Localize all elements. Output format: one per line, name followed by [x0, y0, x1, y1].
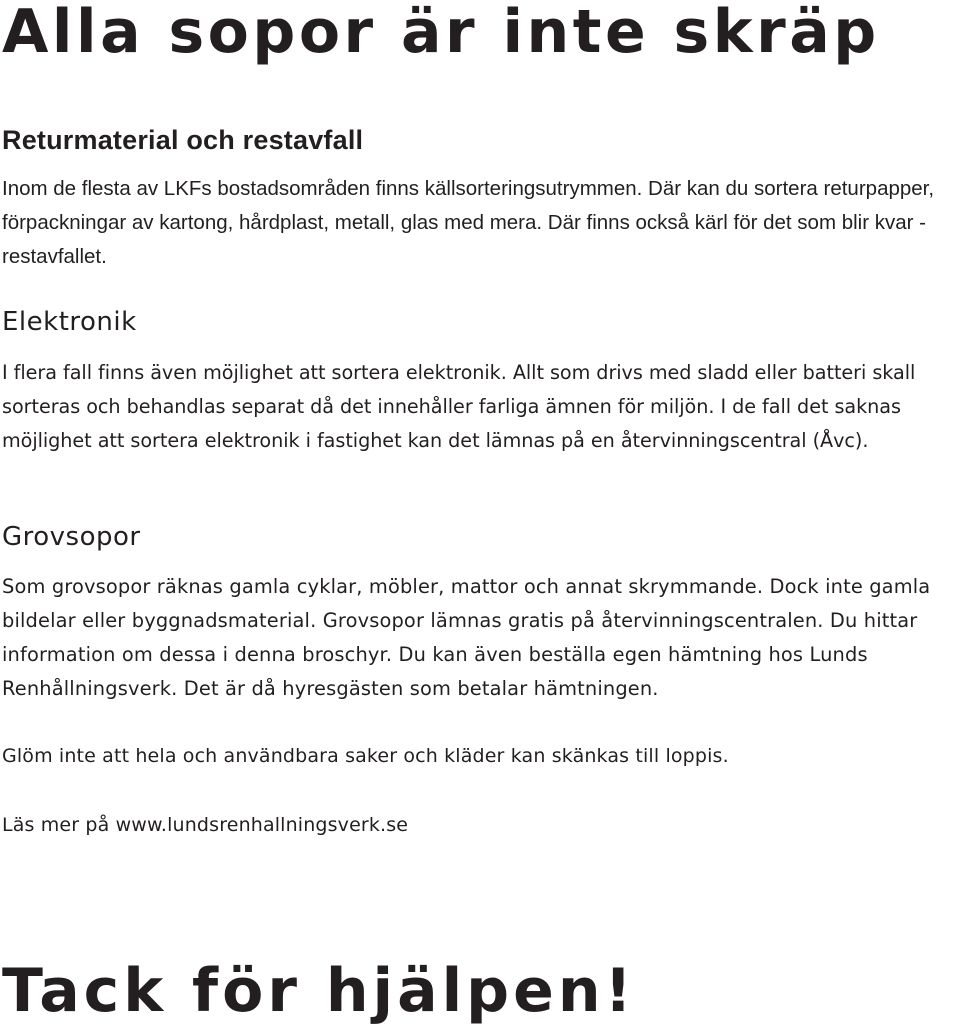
loppis-note: Glöm inte att hela och användbara saker och kläder kan skänkas till loppis.: [2, 745, 729, 767]
read-more-text: Läs mer på www.lundsrenhallningsverk.se: [2, 814, 409, 836]
page-title: Alla sopor är inte skräp: [2, 0, 880, 67]
section-text-returmaterial: Inom de flesta av LKFs bostadsområden finns källsorteringsutrymmen. Där kan du sortera returpapper, förpackningar av kartong, hårdplast, metall, glas med mera. Där finns också kärl för det som blir kvar - restavfallet.: [2, 177, 935, 268]
section-text-grovsopor: Som grovsopor räknas gamla cyklar, möbler, mattor och annat skrymmande. Dock inte gamla bildelar eller byggnadsmaterial. Grovsopor lämnas gratis på återvinningscentralen. Du hittar information om dessa i denna broschyr. Du kan även beställa egen hämtning hos Lunds Renhållningsverk. Det är då hyresgästen som betalar hämtningen.: [2, 575, 931, 700]
footer-title: Tack för hjälpen!: [2, 956, 636, 1026]
section-text-elektronik: I flera fall finns även möjlighet att sortera elektronik. Allt som drivs med sladd eller batteri skall sorteras och behandlas separat då det innehåller farliga ämnen för miljön. I de fall det saknas möjlighet att sortera elektronik i fastighet kan det lämnas på en återvinningscentral (Åvc).: [2, 361, 916, 452]
section-heading-returmaterial: Returmaterial och restavfall: [2, 125, 364, 155]
section-heading-grovsopor: Grovsopor: [2, 522, 141, 552]
section-heading-elektronik: Elektronik: [2, 307, 137, 337]
